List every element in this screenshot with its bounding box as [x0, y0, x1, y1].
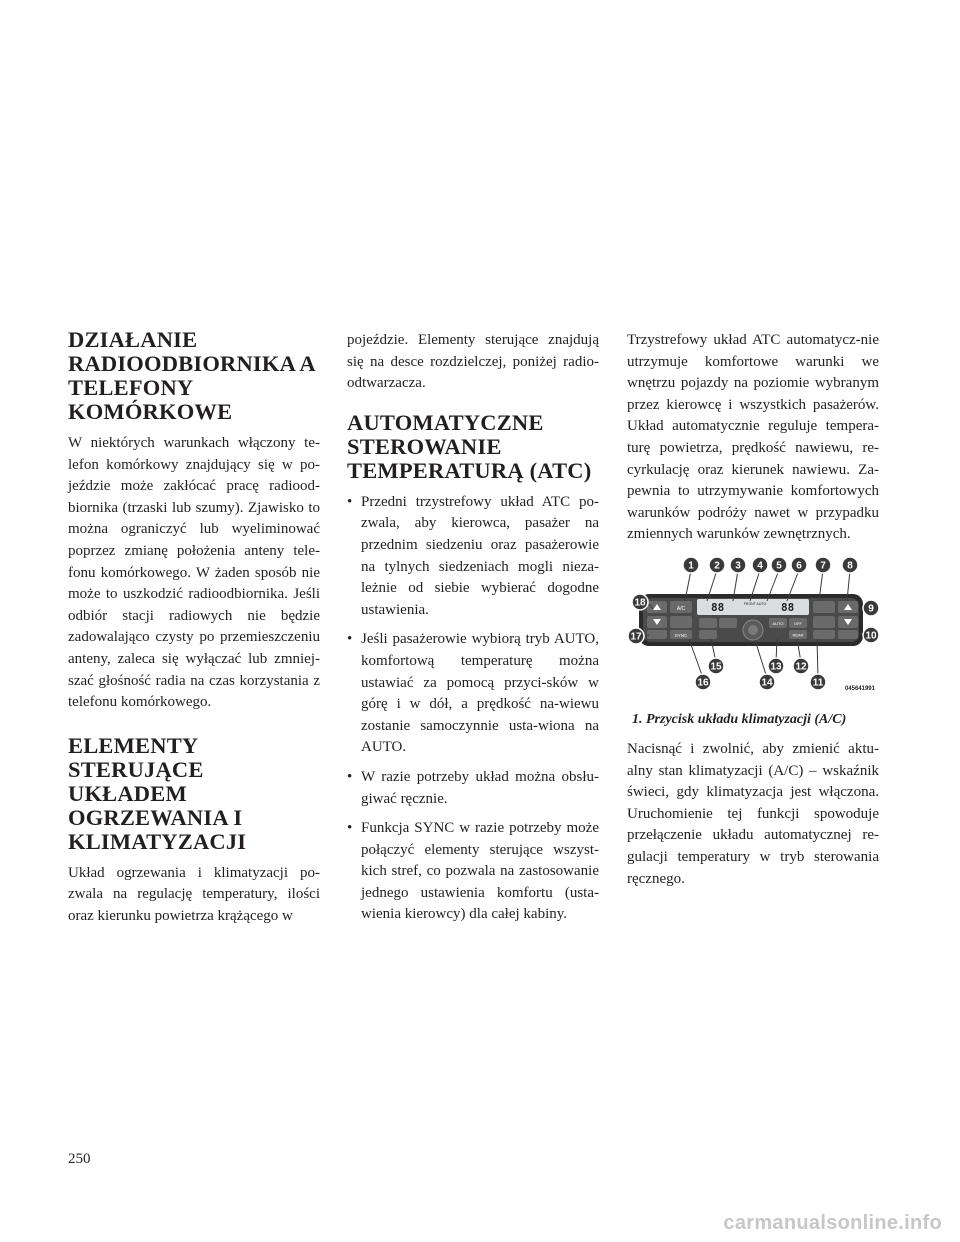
- section-body-radio-phones: W niektórych warunkach włączony te-lefon komórkowy znajdujący się w po-jeździe może zakłócać pracę radiood-biornika (trzaski lub szumy). Zjawisko to można ograniczyć lub wyeliminować poprzez zmianę położenia anteny tele-fonu komórkowego. W żaden sposób nie może to uszkodzić radioodbiornika. Jeśli odbiór stacji radiowych nie będzie zadowalająco czysty po przemieszczeniu anteny, zaleca się wyłączać lub zmniej-szać głośność radia na czas korzystania z telefonu komórkowego.: [68, 435, 320, 711]
- callout-18: [632, 594, 648, 610]
- callout-6: [791, 557, 807, 573]
- front-auto-indicator: FRONT AUTO: [743, 601, 767, 606]
- list-item: • Funkcja SYNC w razie potrzeby może połączyć elementy sterujące wszyst-kich stref, co pozwala na zastosowanie jednego ustawienia komfortu (usta-wienia kierowcy) dla całej kabiny.: [347, 818, 599, 926]
- column-middle: [347, 330, 599, 934]
- callout-15: [708, 658, 724, 674]
- right-lower-button: [813, 630, 835, 639]
- callout-12: [793, 658, 809, 674]
- svg-text:7: 7: [820, 560, 826, 572]
- off-label: OFF: [794, 620, 802, 626]
- callout-14: [759, 674, 775, 690]
- item-1-body: Nacisnąć i zwolnić, aby zmienić aktu-alny stan klimatyzacji (A/C) – wskaźnik świeci, gdy klimatyzacja jest włączona. Uruchomienie tej funkcji spowoduje przełączenie układu automatycznej re-gulacji temperatury w tryb sterowania ręcznego.: [627, 740, 879, 887]
- svg-text:2: 2: [714, 560, 720, 572]
- auto-label: AUTO: [772, 620, 784, 626]
- section-heading-atc: AUTOMATYCZNE STEROWANIE TEMPERATURĄ (ATC): [347, 409, 592, 483]
- svg-text:6: 6: [796, 560, 802, 572]
- section-body-atc-description: Trzystrefowy układ ATC automatycz-nie utrzymuje komfortowe warunki we wnętrzu pojazdy na poziomie wybranym przez kierowcę i wszystkich pasażerów. Układ automatycznie reguluje tempera-turę powietrza, prędkość nawiewu, re-cyrkulację oraz kierunek nawiewu. Za-pewnia to utrzymywanie komfortowych warunków podróży nawet w przypadku zmiennych warunków zewnętrznych.: [627, 332, 879, 543]
- list-item: • Jeśli pasażerowie wybiorą tryb AUTO, komfortową temperaturę można ustawiać za pomocą przyci-sków w górę i w dół, a prędkość na-wiewu zostanie samoczynnie usta-wiona na AUTO.: [347, 629, 599, 759]
- item-1-caption: 1. Przycisk układu klimatyzacji (A/C): [632, 711, 847, 727]
- svg-text:5: 5: [776, 560, 782, 572]
- callout-17: [628, 628, 644, 644]
- section-body-hvac-continued: pojeździe. Elementy sterujące znajdują się na desce rozdzielczej, poniżej radio-odtwarzacza.: [347, 332, 599, 392]
- section-heading-hvac-controls: ELEMENTY STERUJĄCE UKŁADEM OGRZEWANIA I KLIMATYZACJI: [68, 732, 247, 854]
- ac-label: A/C: [676, 605, 686, 612]
- callout-13: [768, 658, 784, 674]
- list-item: • Przedni trzystrefowy układ ATC po-zwala, aby kierowca, pasażer na przednim siedzeniu oraz pasażerowie na tylnych siedzeniach mogli nieza-leżnie od siebie wybierać dogodne ustawienia.: [347, 492, 599, 622]
- callout-8: [842, 557, 858, 573]
- callout-11: [810, 674, 826, 690]
- callout-3: [730, 557, 746, 573]
- svg-text:18: 18: [634, 597, 646, 609]
- mode-knob-center: [748, 625, 758, 635]
- svg-text:3: 3: [735, 560, 741, 572]
- left-lower-button: [647, 630, 667, 639]
- svg-text:9: 9: [868, 603, 874, 615]
- page-number: 250: [68, 1151, 91, 1167]
- fan-down-button: [699, 630, 717, 639]
- rear-label: REAR: [792, 632, 804, 638]
- callout-2: [709, 557, 725, 573]
- heated-button: [813, 601, 835, 613]
- callout-16: [695, 674, 711, 690]
- callout-5: [771, 557, 787, 573]
- svg-text:10: 10: [865, 630, 877, 642]
- sync-label: SYNC: [674, 632, 688, 638]
- svg-text:1: 1: [688, 560, 694, 572]
- column-right: [627, 330, 879, 890]
- callout-10: [863, 627, 879, 643]
- right-mid-button: [813, 616, 835, 628]
- figure-code: 045641991: [844, 685, 875, 692]
- atc-panel-illustration: [627, 554, 879, 692]
- section-heading-radio-phones: DZIAŁANIE RADIOODBIORNIKA A TELEFONY KOMÓRKOWE: [68, 327, 315, 424]
- column-left: [68, 328, 320, 928]
- svg-text:15: 15: [710, 661, 722, 673]
- callout-7: [815, 557, 831, 573]
- callout-9: [863, 600, 879, 616]
- driver-temp-display: 88: [711, 600, 725, 614]
- svg-text:11: 11: [812, 677, 824, 689]
- svg-text:4: 4: [757, 560, 763, 572]
- svg-text:17: 17: [630, 631, 642, 643]
- callout-4: [752, 557, 768, 573]
- passenger-lower-button: [838, 630, 858, 639]
- list-item: • W razie potrzeby układ można obsłu-giwać ręcznie.: [347, 767, 599, 810]
- atc-bullet-list: [347, 492, 599, 926]
- svg-text:8: 8: [847, 560, 853, 572]
- svg-text:14: 14: [761, 677, 773, 689]
- recirc-button: [670, 616, 692, 628]
- passenger-temp-display: 88: [781, 600, 795, 614]
- svg-text:16: 16: [697, 677, 709, 689]
- section-body-hvac-controls: Układ ogrzewania i klimatyzacji po-zwala na regulację temperatury, ilości oraz kierunku powietrza krążącego w: [68, 864, 320, 924]
- atc-control-panel-figure: [627, 554, 879, 692]
- svg-text:12: 12: [795, 661, 807, 673]
- watermark: carmanualsonline.info: [723, 1212, 942, 1234]
- rear-defrost-button: [699, 618, 717, 628]
- front-defrost-button: [719, 618, 737, 628]
- svg-text:13: 13: [770, 661, 782, 673]
- callout-1: [683, 557, 699, 573]
